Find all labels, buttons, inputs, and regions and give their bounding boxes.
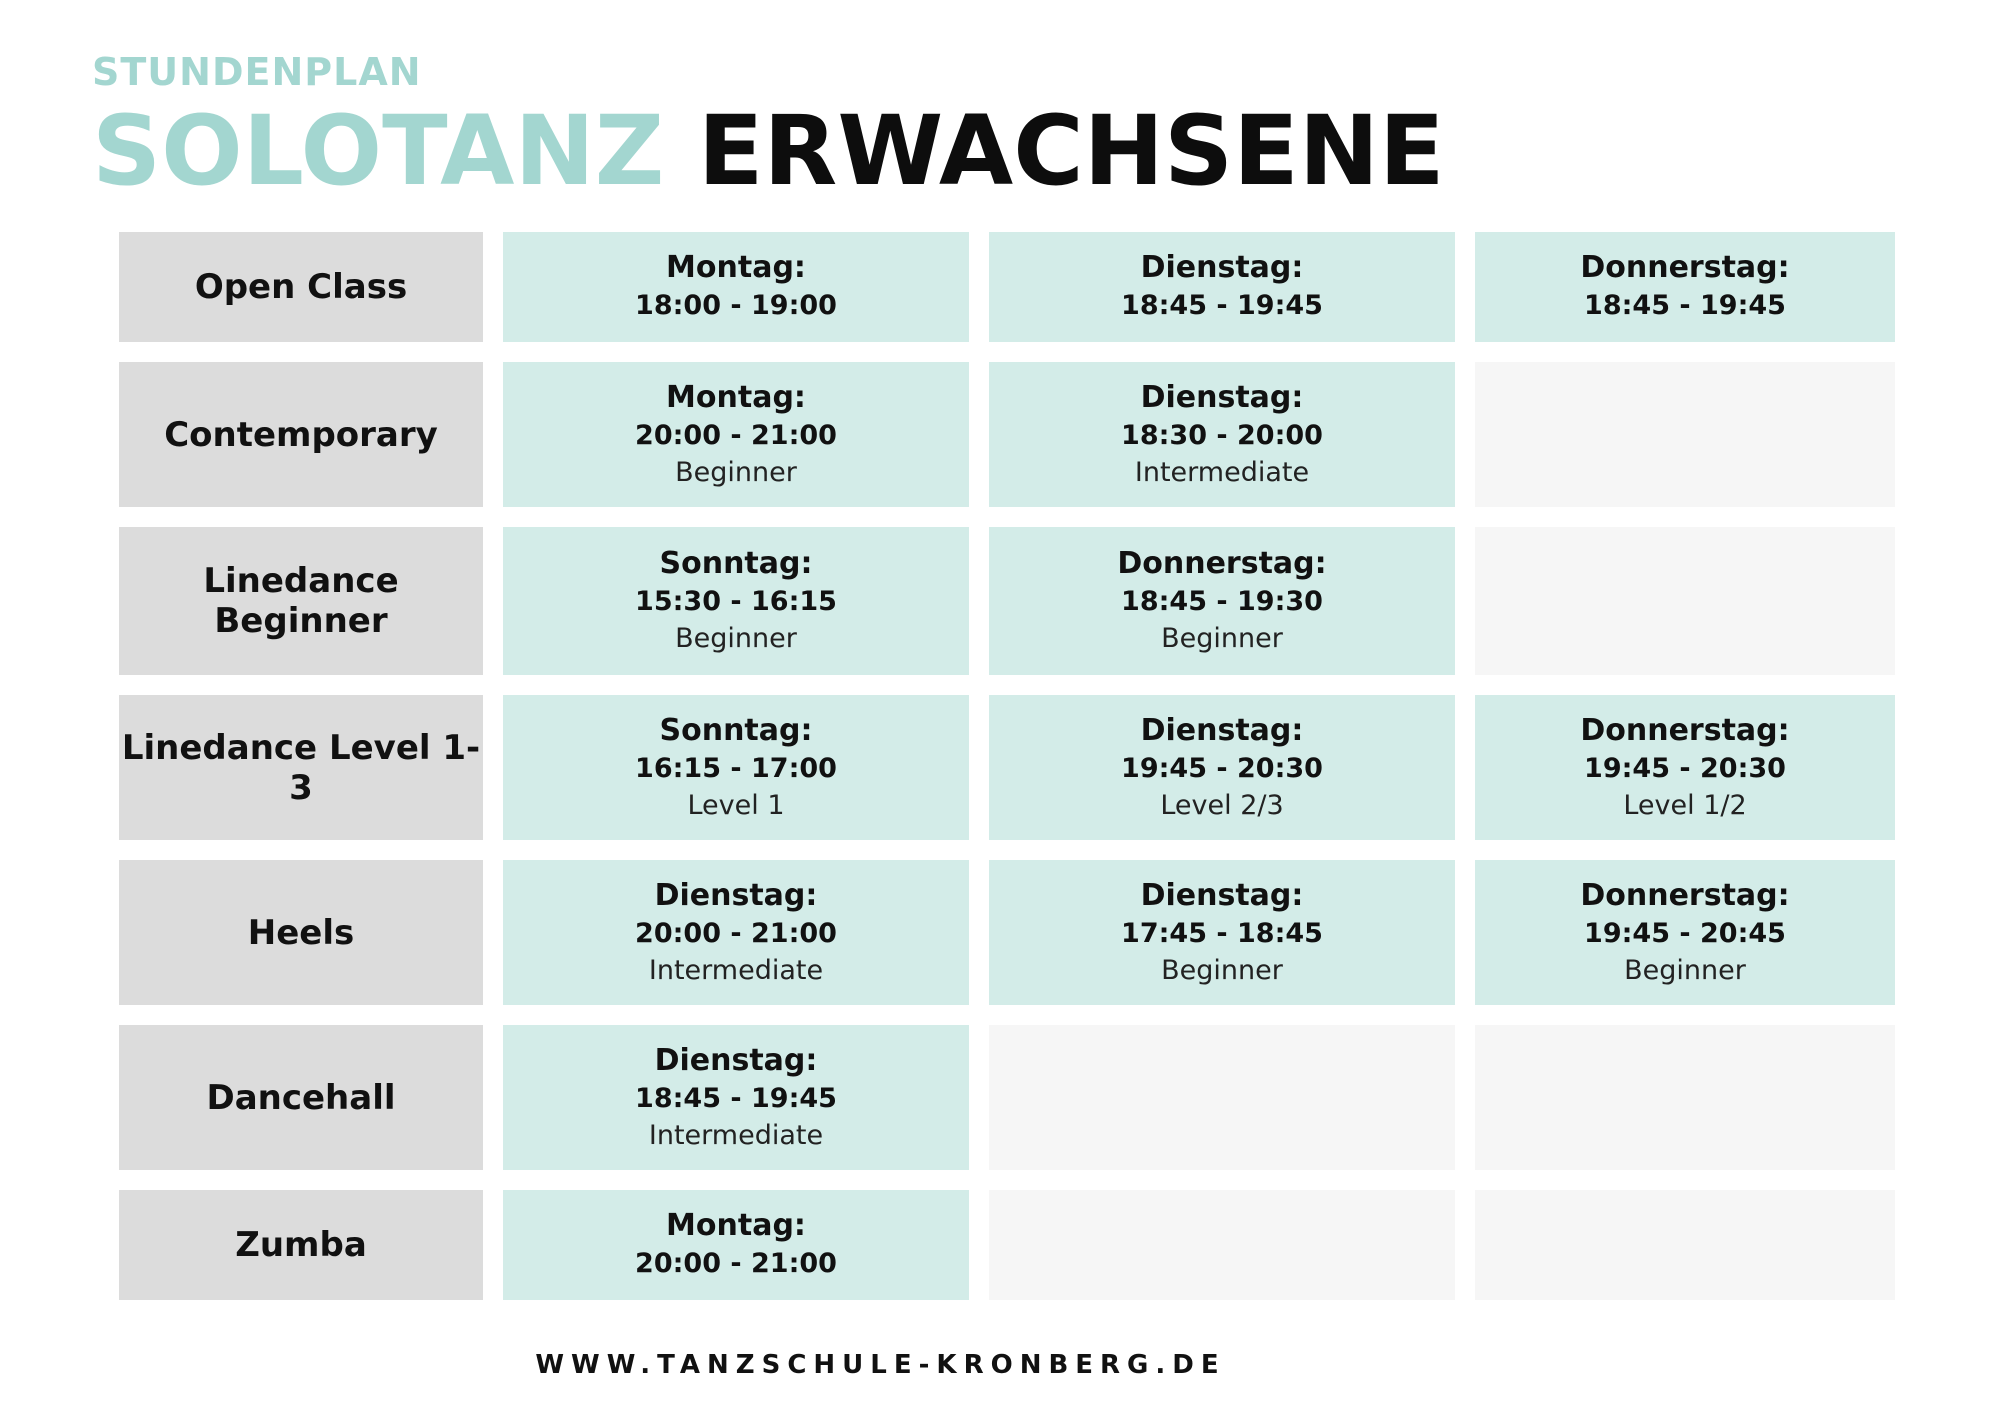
slot-time: 20:00 - 21:00 — [635, 917, 837, 949]
page-title — [92, 96, 1445, 206]
slot-day: Dienstag: — [1140, 250, 1304, 285]
slot-day: Montag: — [666, 1208, 806, 1243]
schedule-slot — [503, 1025, 969, 1170]
website-url[interactable]: WWW.TANZSCHULE-KRONBERG.DE — [535, 1350, 1226, 1380]
slot-level: Intermediate — [648, 954, 824, 986]
slot-time: 18:45 - 19:45 — [635, 1082, 837, 1114]
class-label: Zumba — [119, 1190, 483, 1300]
empty-slot — [1475, 1190, 1895, 1300]
schedule-slot — [503, 232, 969, 342]
slot-level: Level 2/3 — [1160, 789, 1284, 821]
page-subtitle: STUNDENPLAN — [92, 50, 422, 94]
empty-slot — [1475, 527, 1895, 675]
class-label: Linedance Level 1-3 — [119, 695, 483, 840]
slot-level: Level 1/2 — [1623, 789, 1747, 821]
schedule-slot — [989, 527, 1455, 675]
slot-time: 18:45 - 19:30 — [1121, 586, 1323, 617]
empty-slot — [989, 1025, 1455, 1170]
schedule-slot — [503, 1190, 969, 1300]
class-label: Dancehall — [119, 1025, 483, 1170]
slot-day: Donnerstag: — [1117, 546, 1327, 581]
class-label: Contemporary — [119, 362, 483, 507]
schedule-slot — [1475, 232, 1895, 342]
schedule-table — [119, 232, 1895, 1300]
slot-level: Beginner — [675, 456, 797, 488]
schedule-slot — [503, 695, 969, 840]
slot-level: Level 1 — [687, 789, 785, 821]
slot-time: 20:00 - 21:00 — [635, 1248, 837, 1279]
empty-slot — [1475, 362, 1895, 507]
slot-time: 18:00 - 19:00 — [635, 290, 837, 321]
schedule-slot — [1475, 695, 1895, 840]
slot-day: Dienstag: — [1140, 379, 1304, 415]
slot-time: 20:00 - 21:00 — [635, 419, 837, 451]
slot-time: 19:45 - 20:45 — [1584, 917, 1786, 949]
schedule-slot — [989, 860, 1455, 1005]
slot-level: Beginner — [675, 623, 797, 654]
slot-day: Sonntag: — [659, 546, 813, 581]
schedule-slot — [989, 695, 1455, 840]
slot-time: 15:30 - 16:15 — [635, 586, 837, 617]
slot-time: 16:15 - 17:00 — [635, 752, 837, 784]
class-label: Linedance Beginner — [119, 527, 483, 675]
schedule-slot — [1475, 860, 1895, 1005]
slot-day: Donnerstag: — [1580, 712, 1790, 748]
header — [92, 50, 1445, 206]
slot-day: Donnerstag: — [1580, 877, 1790, 913]
slot-time: 19:45 - 20:30 — [1584, 752, 1786, 784]
empty-slot — [989, 1190, 1455, 1300]
slot-day: Montag: — [666, 250, 806, 285]
slot-time: 18:45 - 19:45 — [1121, 290, 1323, 321]
schedule-slot — [989, 362, 1455, 507]
slot-time: 18:45 - 19:45 — [1584, 290, 1786, 321]
slot-time: 18:30 - 20:00 — [1121, 419, 1323, 451]
title-main: ERWACHSENE — [697, 95, 1445, 207]
slot-level: Beginner — [1161, 623, 1283, 654]
slot-level: Beginner — [1624, 954, 1746, 986]
slot-level: Intermediate — [648, 1119, 824, 1151]
title-accent: SOLOTANZ — [92, 95, 665, 207]
empty-slot — [1475, 1025, 1895, 1170]
slot-time: 17:45 - 18:45 — [1121, 917, 1323, 949]
slot-level: Beginner — [1161, 954, 1283, 986]
schedule-slot — [503, 860, 969, 1005]
class-label: Open Class — [119, 232, 483, 342]
slot-day: Dienstag: — [654, 877, 818, 913]
slot-day: Dienstag: — [654, 1042, 818, 1078]
schedule-slot — [503, 362, 969, 507]
slot-time: 19:45 - 20:30 — [1121, 752, 1323, 784]
slot-day: Donnerstag: — [1580, 250, 1790, 285]
slot-day: Dienstag: — [1140, 877, 1304, 913]
schedule-slot — [503, 527, 969, 675]
slot-day: Sonntag: — [659, 712, 813, 748]
slot-level: Intermediate — [1134, 456, 1310, 488]
schedule-slot — [989, 232, 1455, 342]
slot-day: Montag: — [666, 379, 806, 415]
slot-day: Dienstag: — [1140, 712, 1304, 748]
class-label: Heels — [119, 860, 483, 1005]
